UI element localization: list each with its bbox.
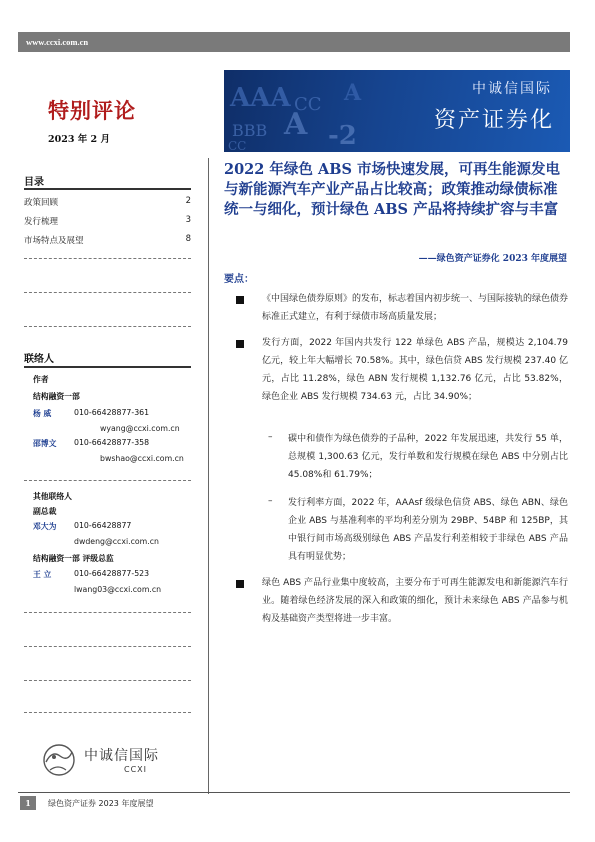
report-date: 2023 年 2 月: [48, 134, 110, 145]
logo-company-name: 中诚信国际: [84, 748, 159, 764]
key-point: 绿色 ABS 产品行业集中度较高，主要分布于可再生能源发电和新能源汽车行业。随着绿色经济发展的深入和政策的细化，预计未来绿色 ABS 产品参与机构及基础资产类型将进一步丰富。: [262, 578, 568, 624]
footer-rule: [18, 792, 570, 793]
svg-text:CC: CC: [228, 139, 247, 152]
contact-email[interactable]: lwang03@ccxi.com.cn: [74, 585, 162, 594]
top-url-bar: [18, 32, 570, 52]
toc-divider: [24, 258, 191, 259]
dash-bullet: –: [268, 432, 273, 442]
svg-text:A: A: [284, 107, 308, 142]
article-subtitle: ——绿色资产证券化 2023 年度展望: [418, 254, 567, 264]
banner-company-name: 中诚信国际: [472, 81, 552, 97]
toc-item-page: 2: [185, 196, 191, 206]
svg-text:-2: -2: [328, 121, 357, 151]
svg-text:BBB: BBB: [232, 121, 268, 140]
toc-item[interactable]: [24, 196, 191, 208]
contact-phone: 010-66428877-523: [74, 569, 150, 578]
contacts-divider: [24, 480, 191, 481]
contacts-divider: [24, 712, 191, 713]
toc-item-label: 政策回顾: [24, 198, 59, 208]
banner-product-name: 资产证券化: [433, 108, 554, 133]
toc-item-label: 市场特点及展望: [24, 236, 84, 246]
contact-email[interactable]: bwshao@ccxi.com.cn: [100, 454, 184, 463]
logo-sub: CCXI: [124, 765, 148, 774]
contact-phone: 010-66428877-361: [74, 408, 150, 417]
vp-label: 副总裁: [33, 507, 57, 516]
ccxi-logo-icon: [36, 740, 82, 782]
contacts-divider: [24, 646, 191, 647]
report-type: 特别评论: [48, 98, 136, 123]
contact-name: 王 立: [33, 570, 52, 579]
toc-item[interactable]: [24, 234, 191, 246]
toc-divider: [24, 292, 191, 293]
toc-item[interactable]: [24, 215, 191, 227]
dept-label: 结构融资一部 评级总监: [33, 554, 114, 563]
banner: [224, 70, 570, 152]
toc-title: 目录: [24, 177, 44, 188]
contact-email[interactable]: wyang@ccxi.com.cn: [100, 424, 180, 433]
toc-item-label: 发行梳理: [24, 217, 59, 227]
svg-text:CC: CC: [294, 94, 322, 115]
svg-text:A: A: [344, 80, 362, 106]
key-point: 《中国绿色债券原则》的发布，标志着国内初步统一、与国际接轨的绿色债券标准正式建立，有利于绿债市场高质量发展；: [262, 294, 569, 322]
toc-divider: [24, 326, 191, 327]
contact-phone: 010-66428877: [74, 521, 132, 530]
key-points-label: 要点：: [224, 274, 254, 285]
contacts-top-rule: [24, 366, 191, 368]
sub-point: 发行利率方面，2022 年，AAAsf 级绿色信贷 ABS、绿色 ABN、绿色企业 ABS 与基准利率的平均利差分别为 29BP、54BP 和 125BP，其中银行间市场高级别绿色 ABS 产品发行利差相较于非绿色 ABS 产品具有明显优势；: [288, 498, 568, 562]
contact-name: 邵博文: [33, 439, 57, 448]
author-label: 作者: [33, 375, 49, 384]
contact-name: 杨 威: [33, 409, 52, 418]
bullet-square-icon: [236, 296, 244, 304]
contacts-divider: [24, 612, 191, 613]
bullet-square-icon: [236, 340, 244, 348]
site-url[interactable]: www.ccxi.com.cn: [26, 37, 89, 47]
page-number: 1: [20, 796, 36, 810]
column-divider: [208, 158, 209, 794]
footer-title: 绿色资产证券 2023 年度展望: [48, 799, 154, 808]
article-title: 2022 年绿色 ABS 市场快速发展，可再生能源发电与新能源汽车产业产品占比较高；政策推动绿债标准统一与细化，预计绿色 ABS 产品将持续扩容与丰富: [224, 161, 560, 218]
contacts-divider: [24, 680, 191, 681]
contact-name: 邓大为: [33, 522, 57, 531]
toc-top-rule: [24, 188, 191, 190]
svg-text:AAA: AAA: [230, 83, 291, 113]
dash-bullet: –: [268, 496, 273, 506]
contact-phone: 010-66428877-358: [74, 438, 150, 447]
contacts-title: 联络人: [24, 354, 54, 365]
sub-point: 碳中和债作为绿色债券的子品种，2022 年发展迅速，共发行 55 单，总规模 1,300.63 亿元，发行单数和发行规模在绿色 ABS 中分别占比 45.08%和 61.79%；: [288, 434, 568, 480]
key-point: 发行方面，2022 年国内共发行 122 单绿色 ABS 产品，规模达 2,104.79 亿元，较上年大幅增长 70.58%。其中，绿色信贷 ABS 发行规模 237.40 亿元，占比 11.28%，绿色 ABN 发行规模 1,132.76 亿元，占比 53.82%，绿色企业 ABS 发行规模 734.63 元，占比 34.90%；: [262, 338, 568, 402]
dept-label: 结构融资一部: [33, 392, 80, 401]
contact-email[interactable]: dwdeng@ccxi.com.cn: [74, 537, 159, 546]
bullet-square-icon: [236, 580, 244, 588]
toc-item-page: 8: [185, 234, 191, 244]
other-contacts-label: 其他联络人: [33, 492, 72, 501]
toc-item-page: 3: [185, 215, 191, 225]
